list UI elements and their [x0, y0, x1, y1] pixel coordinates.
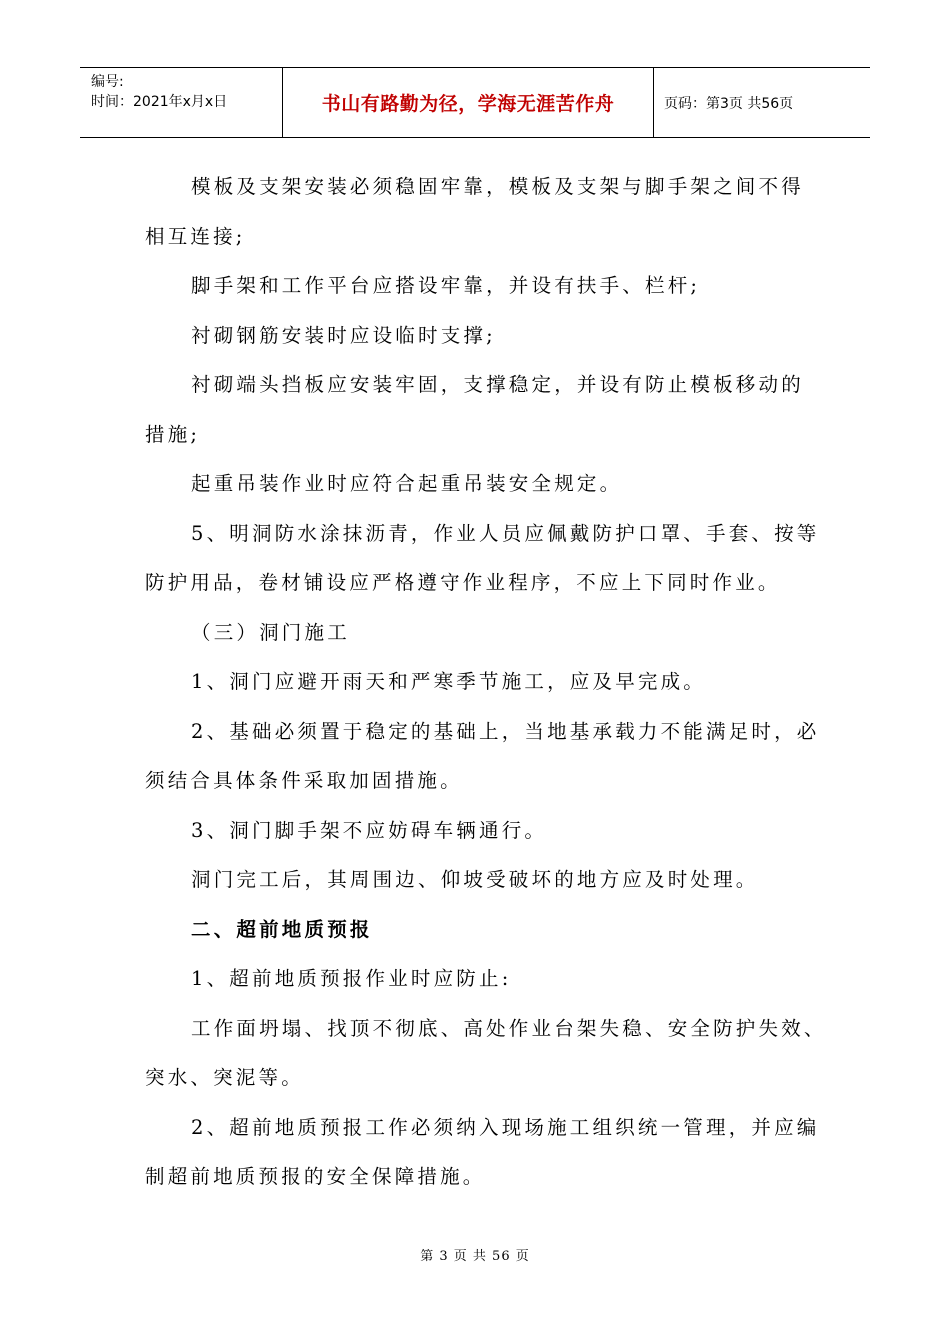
section-subheading: （三）洞门施工	[191, 620, 350, 644]
document-number-label: 编号:	[91, 74, 124, 90]
paragraph-line: 工作面坍塌、找顶不彻底、高处作业台架失稳、安全防护失效、	[191, 1016, 827, 1040]
paragraph-line: 起重吊装作业时应符合起重吊装安全规定。	[191, 472, 623, 495]
page-footer: 第 3 页 共 56 页	[420, 1249, 530, 1264]
header-meta	[80, 68, 282, 137]
paragraph-line: 相互连接;	[145, 224, 246, 248]
header-motto: 书山有路勤为径，学海无涯苦作舟	[282, 68, 654, 137]
paragraph-line: 模板及支架安装必须稳固牢靠，模板及支架与脚手架之间不得	[191, 175, 804, 198]
paragraph-line: 须结合具体条件采取加固措施。	[145, 769, 463, 792]
paragraph-line: 衬砌钢筋安装时应设临时支撑;	[191, 323, 496, 347]
document-body	[145, 162, 827, 1202]
paragraph-line: 2、基础必须置于稳定的基础上，当地基承载力不能满足时，必	[191, 719, 820, 743]
page-header	[80, 67, 870, 138]
paragraph-line: 突水、突泥等。	[145, 1066, 304, 1089]
paragraph-line: 3、洞门脚手架不应妨碍车辆通行。	[191, 818, 548, 842]
paragraph-line: 衬砌端头挡板应安装牢固，支撑稳定，并设有防止模板移动的	[191, 373, 804, 396]
paragraph-line: 洞门完工后，其周围边、仰坡受破坏的地方应及时处理。	[191, 868, 759, 891]
header-page-label: 页码：第3页 共56页	[664, 95, 794, 112]
section-heading: 二、超前地质预报	[191, 917, 373, 941]
paragraph-line: 5、明洞防水涂抹沥青，作业人员应佩戴防护口罩、手套、按等	[191, 521, 820, 545]
paragraph-line: 脚手架和工作平台应搭设牢靠，并设有扶手、栏杆;	[191, 274, 701, 297]
paragraph-line: 措施;	[145, 422, 201, 446]
paragraph-line: 防护用品，卷材铺设应严格遵守作业程序，不应上下同时作业。	[145, 571, 781, 594]
paragraph-line: 2、超前地质预报工作必须纳入现场施工组织统一管理，并应编	[191, 1115, 820, 1139]
paragraph-line: 制超前地质预报的安全保障措施。	[145, 1165, 486, 1188]
paragraph-line: 1、超前地质预报作业时应防止:	[191, 967, 512, 990]
document-time-label: 时间：2021年x月x日	[91, 94, 228, 110]
paragraph-line: 1、洞门应避开雨天和严寒季节施工，应及早完成。	[191, 670, 707, 693]
